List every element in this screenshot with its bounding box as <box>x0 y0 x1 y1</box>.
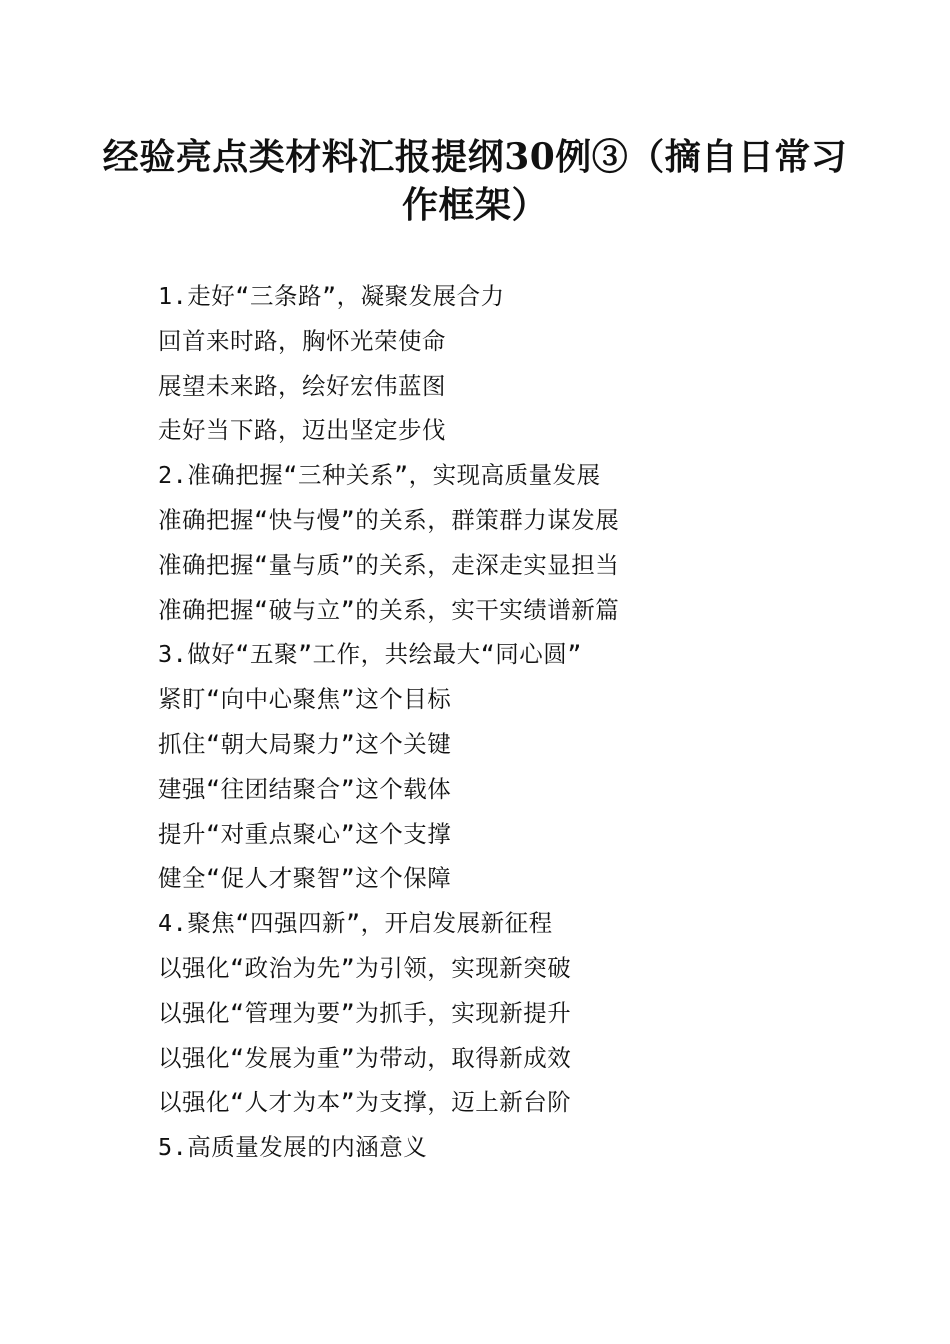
outline-item: 以强化“管理为要”为抓手，实现新提升 <box>158 998 572 1027</box>
outline-item: 准确把握“快与慢”的关系，群策群力谋发展 <box>158 505 620 534</box>
outline-item: 提升“对重点聚心”这个支撑 <box>158 819 452 848</box>
outline-item: 抓住“朝大局聚力”这个关键 <box>158 729 452 758</box>
outline-heading-2: 2.准确把握“三种关系”，实现高质量发展 <box>158 461 601 490</box>
outline-item: 紧盯“向中心聚焦”这个目标 <box>158 685 452 714</box>
outline-heading-4: 4.聚焦“四强四新”，开启发展新征程 <box>158 909 553 938</box>
document-title: 经验亮点类材料汇报提纲30例③（摘自日常习作框架） <box>102 136 848 226</box>
outline-heading-5: 5.高质量发展的内涵意义 <box>158 1133 428 1162</box>
outline-item: 健全“促人才聚智”这个保障 <box>158 864 452 893</box>
outline-list <box>158 274 858 1170</box>
outline-item: 以强化“发展为重”为带动，取得新成效 <box>158 1043 572 1072</box>
outline-item: 以强化“人才为本”为支撑，迈上新台阶 <box>158 1088 572 1117</box>
outline-item: 建强“往团结聚合”这个载体 <box>158 774 452 803</box>
outline-item: 回首来时路，胸怀光荣使命 <box>158 326 446 355</box>
outline-item: 展望未来路，绘好宏伟蓝图 <box>158 371 446 400</box>
outline-heading-3: 3.做好“五聚”工作，共绘最大“同心圆” <box>158 640 582 669</box>
outline-item: 走好当下路，迈出坚定步伐 <box>158 416 446 445</box>
outline-heading-1: 1.走好“三条路”，凝聚发展合力 <box>158 282 505 310</box>
outline-item: 以强化“政治为先”为引领，实现新突破 <box>158 953 572 982</box>
outline-item: 准确把握“量与质”的关系，走深走实显担当 <box>158 550 620 579</box>
outline-item: 准确把握“破与立”的关系，实干实绩谱新篇 <box>158 595 620 624</box>
